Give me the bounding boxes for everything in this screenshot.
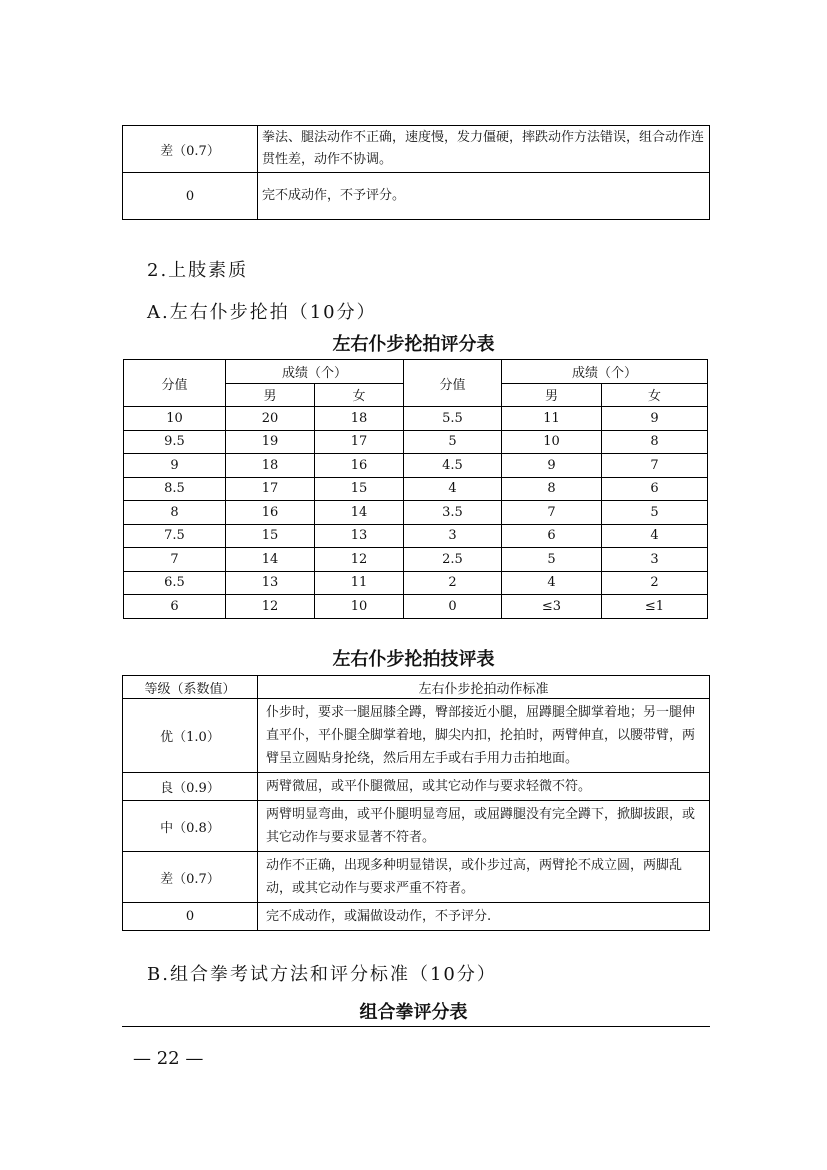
table-row [124, 571, 708, 595]
male-count-cell: 17 [226, 477, 315, 501]
score-cell: 3.5 [404, 501, 502, 525]
score-cell: 2 [404, 571, 502, 595]
score-cell: 4.5 [404, 454, 502, 478]
page-number: — 22 — [133, 1048, 204, 1069]
score-cell: 3 [404, 524, 502, 548]
header-male: 男 [502, 383, 602, 407]
header-result: 成绩（个） [226, 360, 404, 384]
female-count-cell: 13 [315, 524, 404, 548]
male-count-cell: 9 [502, 454, 602, 478]
table-row [123, 903, 710, 931]
score-cell: 5.5 [404, 407, 502, 431]
level-cell: 优（1.0） [123, 699, 258, 773]
section-heading: 2.上肢素质 [147, 260, 249, 281]
male-count-cell: 6 [502, 524, 602, 548]
male-count-cell: 10 [502, 430, 602, 454]
table-row [123, 773, 710, 801]
score-cell: 8.5 [124, 477, 226, 501]
male-count-cell: 12 [226, 595, 315, 619]
male-count-cell: 13 [226, 571, 315, 595]
table-row [124, 501, 708, 525]
table-row [124, 595, 708, 619]
level-cell: 0 [123, 903, 258, 931]
female-count-cell: 8 [602, 430, 708, 454]
description-cell: 两臂微屈，或平仆腿微屈，或其它动作与要求轻微不符。 [258, 773, 710, 801]
female-count-cell: 17 [315, 430, 404, 454]
table-row [123, 126, 710, 173]
score-cell: 10 [124, 407, 226, 431]
header-female: 女 [315, 383, 404, 407]
score-table-title: 左右仆步抡拍评分表 [332, 334, 495, 355]
table-row [124, 548, 708, 572]
table-header-row [124, 360, 708, 384]
level-cell: 差（0.7） [123, 126, 258, 173]
table-row [123, 801, 710, 852]
score-table-body [124, 407, 708, 619]
table-header-row [123, 676, 710, 699]
female-count-cell: 14 [315, 501, 404, 525]
score-cell: 9.5 [124, 430, 226, 454]
female-count-cell: 4 [602, 524, 708, 548]
female-count-cell: 5 [602, 501, 708, 525]
male-count-cell: 16 [226, 501, 315, 525]
table-row [124, 430, 708, 454]
header-level: 等级（系数值） [123, 676, 258, 699]
table-row [123, 852, 710, 903]
male-count-cell: ≤3 [502, 595, 602, 619]
male-count-cell: 15 [226, 524, 315, 548]
score-cell: 6 [124, 595, 226, 619]
female-count-cell: 18 [315, 407, 404, 431]
skill-table [122, 675, 710, 931]
score-cell: 7 [124, 548, 226, 572]
level-cell: 0 [123, 173, 258, 220]
score-cell: 5 [404, 430, 502, 454]
table-row [124, 524, 708, 548]
female-count-cell: 6 [602, 477, 708, 501]
score-cell: 7.5 [124, 524, 226, 548]
table-top-rule [122, 1026, 710, 1027]
level-cell: 差（0.7） [123, 852, 258, 903]
description-cell: 两臂明显弯曲，或平仆腿明显弯屈，或屈蹲腿没有完全蹲下，掀脚拔跟，或其它动作与要求显著不符者。 [258, 801, 710, 852]
table-row [123, 699, 710, 773]
subsection-heading: A.左右仆步抡拍（10分） [147, 302, 377, 323]
male-count-cell: 18 [226, 454, 315, 478]
female-count-cell: ≤1 [602, 595, 708, 619]
header-score: 分值 [124, 360, 226, 407]
table-row [123, 173, 710, 220]
male-count-cell: 20 [226, 407, 315, 431]
female-count-cell: 12 [315, 548, 404, 572]
combo-table-title: 组合拳评分表 [359, 1002, 468, 1023]
female-count-cell: 7 [602, 454, 708, 478]
score-cell: 2.5 [404, 548, 502, 572]
description-cell: 完不成动作，不予评分。 [258, 173, 710, 220]
header-score: 分值 [404, 360, 502, 407]
header-female: 女 [602, 383, 708, 407]
male-count-cell: 11 [502, 407, 602, 431]
female-count-cell: 16 [315, 454, 404, 478]
level-cell: 良（0.9） [123, 773, 258, 801]
header-standard: 左右仆步抡拍动作标准 [258, 676, 710, 699]
header-male: 男 [226, 383, 315, 407]
female-count-cell: 15 [315, 477, 404, 501]
score-cell: 8 [124, 501, 226, 525]
skill-table-title: 左右仆步抡拍技评表 [332, 649, 495, 670]
subsection-heading: B.组合拳考试方法和评分标准（10分） [147, 964, 497, 985]
score-table [123, 359, 708, 619]
male-count-cell: 7 [502, 501, 602, 525]
score-cell: 0 [404, 595, 502, 619]
level-criteria-table-continued [122, 125, 710, 220]
description-cell: 拳法、腿法动作不正确，速度慢，发力僵硬，摔跌动作方法错误，组合动作连贯性差，动作不协调。 [258, 126, 710, 173]
score-cell: 4 [404, 477, 502, 501]
description-cell: 仆步时，要求一腿屈膝全蹲，臀部接近小腿，屈蹲腿全脚掌着地；另一腿伸直平仆，平仆腿全脚掌着地，脚尖内扣，抡拍时，两臂伸直，以腰带臂，两臂呈立圆贴身抡绕，然后用左手或右手用力击拍地面。 [258, 699, 710, 773]
male-count-cell: 8 [502, 477, 602, 501]
female-count-cell: 2 [602, 571, 708, 595]
level-cell: 中（0.8） [123, 801, 258, 852]
female-count-cell: 3 [602, 548, 708, 572]
male-count-cell: 14 [226, 548, 315, 572]
description-cell: 完不成动作，或漏做设动作，不予评分. [258, 903, 710, 931]
table-row [124, 477, 708, 501]
score-cell: 6.5 [124, 571, 226, 595]
table-row [124, 407, 708, 431]
description-cell: 动作不正确，出现多种明显错误，或仆步过高，两臂抡不成立圆，两脚乱动，或其它动作与要求严重不符者。 [258, 852, 710, 903]
female-count-cell: 9 [602, 407, 708, 431]
female-count-cell: 10 [315, 595, 404, 619]
female-count-cell: 11 [315, 571, 404, 595]
male-count-cell: 4 [502, 571, 602, 595]
male-count-cell: 5 [502, 548, 602, 572]
score-cell: 9 [124, 454, 226, 478]
table-row [124, 454, 708, 478]
header-result: 成绩（个） [502, 360, 708, 384]
male-count-cell: 19 [226, 430, 315, 454]
